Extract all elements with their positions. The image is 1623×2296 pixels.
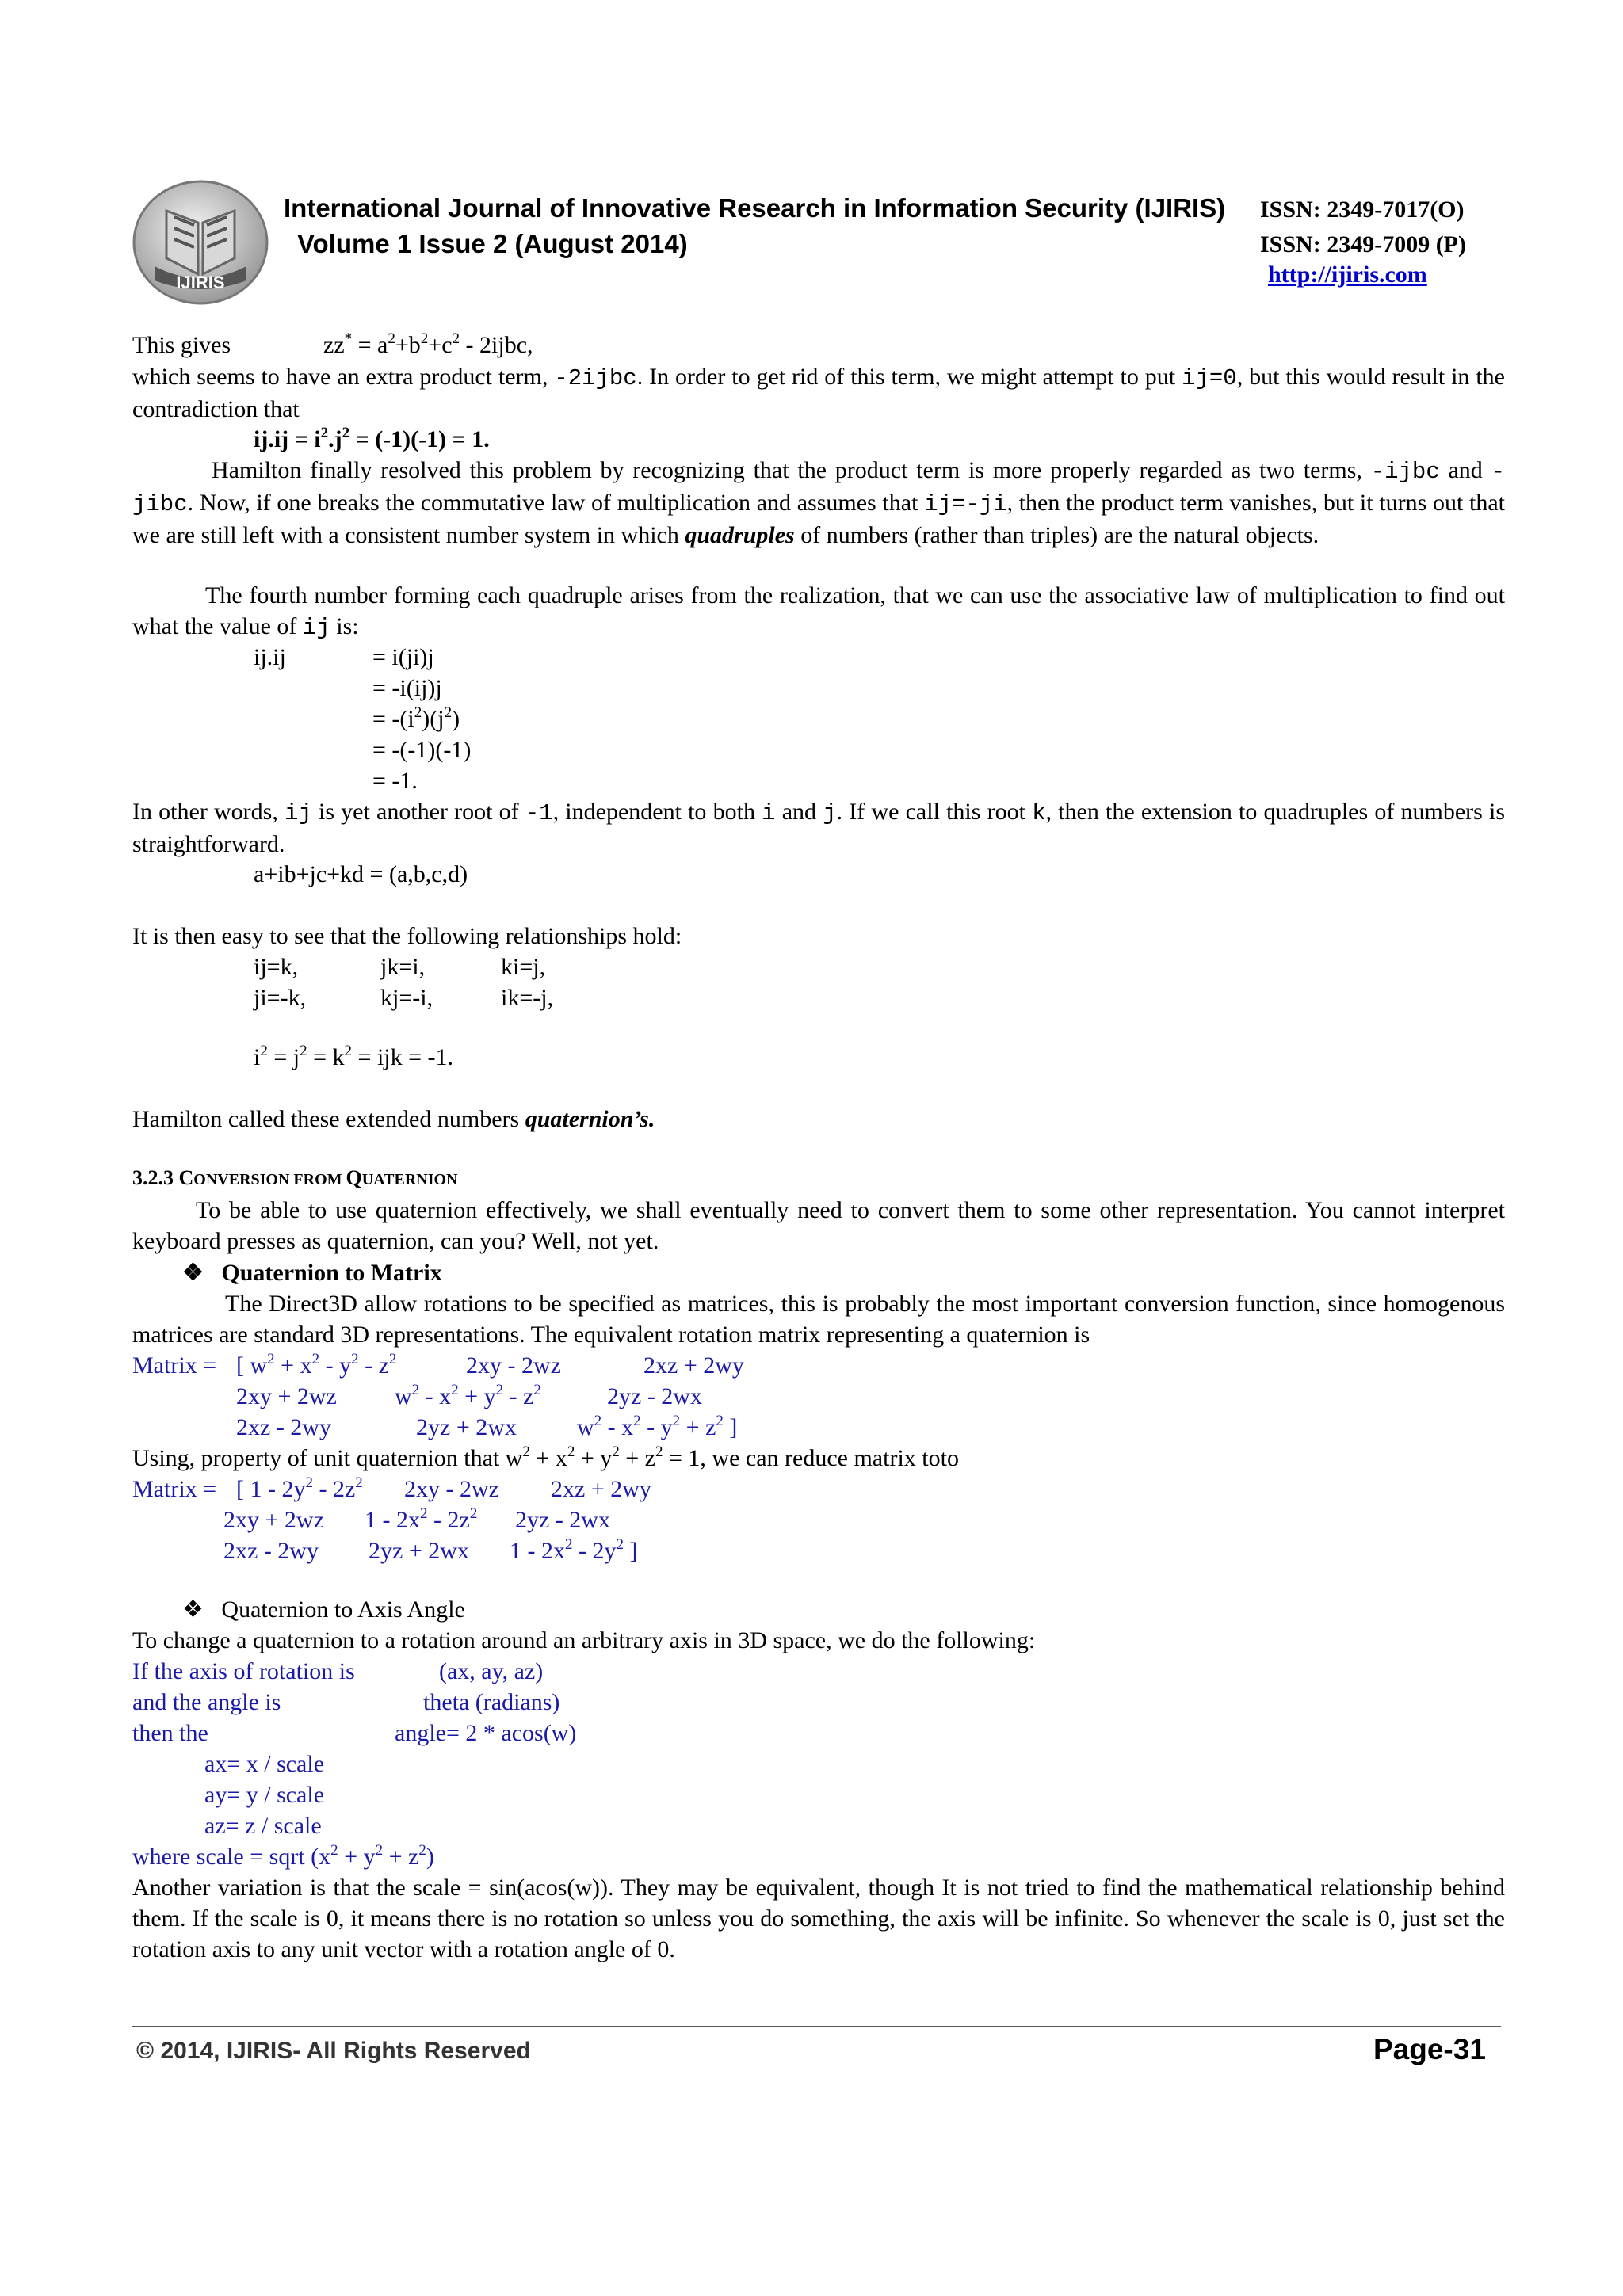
relation-kj: kj=-i, bbox=[380, 985, 433, 1011]
derivation-step-1: = i(ji)j bbox=[372, 644, 434, 670]
matrix2-r3c2: 2yz + 2wx bbox=[369, 1538, 469, 1564]
scale-equation: where scale = sqrt $(x^2 + y^2 + z^2)$ bbox=[132, 1842, 434, 1870]
paragraph-unit-quaternion: Using, property of unit quaternion that $w^2 + x^2 + y^2 + z^2 = 1$, we can reduce matrix toto bbox=[132, 1444, 959, 1471]
bullet-quaternion-to-matrix: ❖ Quaternion to Matrix bbox=[182, 1260, 442, 1286]
relation-ji: ji=-k, bbox=[254, 985, 307, 1011]
book-logo-icon bbox=[131, 179, 270, 306]
relation-jk: jk=i, bbox=[380, 954, 426, 980]
issn-print: ISSN: 2349-7009 (P) bbox=[1260, 231, 1466, 257]
paragraph-relationships: It is then easy to see that the following relationships hold: bbox=[132, 923, 682, 949]
matrix2-r2c2: $1 - 2x^2 - 2z^2$ bbox=[365, 1505, 478, 1533]
matrix1-r3c1: 2xz - 2wy bbox=[236, 1414, 331, 1440]
matrix2-r3c3: $1 - 2x^2 - 2y^2$ ] bbox=[510, 1536, 638, 1564]
quadruple-equation: a+ib+jc+kd = (a,b,c,d) bbox=[254, 861, 468, 887]
paragraph-direct3d: The Direct3D allow rotations to be specified as matrices, this is probably the most important conversion function, since homogenous matrices are standard 3D representations. The equivalent rotation matrix representing a quaternion is bbox=[132, 1291, 1505, 1348]
matrix2-r1c1: [ $1 - 2y^2 - 2z^2$ bbox=[236, 1474, 363, 1502]
az-equation: az= z / scale bbox=[204, 1813, 322, 1839]
derivation-step-3: = $-(i^2)(j^2)$ bbox=[372, 704, 460, 732]
matrix1-label: Matrix = bbox=[132, 1352, 217, 1379]
contradiction-equation: $ij.ij = i^2.j^2 = (-1)(-1) = 1$. bbox=[254, 425, 490, 452]
matrix2-r2c3: 2yz - 2wx bbox=[515, 1507, 610, 1533]
diamond-bullet-icon: ❖ bbox=[182, 1260, 204, 1286]
matrix2-r2c1: 2xy + 2wz bbox=[223, 1507, 324, 1533]
paragraph-quaternions: Hamilton called these extended numbers quaternion’s. bbox=[132, 1106, 655, 1132]
axis-label-3: then the bbox=[132, 1720, 208, 1746]
relation-ij: ij=k, bbox=[254, 954, 299, 980]
matrix1-r2c1: 2xy + 2wz bbox=[236, 1383, 337, 1409]
this-gives-label: This gives bbox=[132, 332, 231, 358]
journal-title: International Journal of Innovative Research in Information Security (IJIRIS) bbox=[284, 193, 1226, 223]
zz-equation: $zz^* = a^2+b^2+c^2$ - 2ijbc, bbox=[323, 330, 533, 358]
bullet-quaternion-to-axis-angle: ❖ Quaternion to Axis Angle bbox=[182, 1596, 465, 1623]
paragraph-fourth-number: The fourth number forming each quadruple arises from the realization, that we can use the associative law of multiplication to find out what the value of ij is: bbox=[132, 582, 1505, 641]
logo-text: IJIRIS bbox=[176, 273, 225, 292]
footer-divider bbox=[132, 2026, 1501, 2027]
relation-ik: ik=-j, bbox=[501, 985, 554, 1011]
journal-url-link[interactable]: http://ijiris.com bbox=[1268, 261, 1427, 288]
matrix2-r1c2: 2xy - 2wz bbox=[404, 1476, 499, 1502]
paragraph-in-other-words: In other words, ij is yet another root of -1, independent to both i and j. If we call this root k, then the extension to quadruples of numbers is straightforward. bbox=[132, 799, 1505, 857]
matrix1-r1c1: [ $w^2 + x^2 - y^2 - z^2$ bbox=[236, 1351, 397, 1379]
paragraph-axis-angle-intro: To change a quaternion to a rotation around an arbitrary axis in 3D space, we do the following: bbox=[132, 1627, 1036, 1653]
derivation-step-4: = -(-1)(-1) bbox=[372, 737, 472, 763]
matrix2-r3c1: 2xz - 2wy bbox=[223, 1538, 319, 1564]
ay-equation: ay= y / scale bbox=[204, 1782, 325, 1808]
paragraph-another-variation: Another variation is that the scale = sin(acos(w)). They may be equivalent, though It is not tried to find the mathematical relationship behind them. If the scale is 0, it means there is no rotation so unless you do something, the axis will be infinite. So whenever the scale is 0, just set the rotation axis to any unit vector with a rotation angle of 0. bbox=[132, 1875, 1505, 1962]
matrix1-r3c3: $w^2 - x^2 - y^2 + z^2$ ] bbox=[577, 1413, 738, 1440]
matrix1-r1c3: 2xz + 2wy bbox=[643, 1352, 744, 1379]
matrix2-r1c3: 2xz + 2wy bbox=[551, 1476, 651, 1502]
matrix1-r3c2: 2yz + 2wx bbox=[416, 1414, 517, 1440]
paragraph-extra-term: which seems to have an extra product term, -2ijbc. In order to get rid of this term, we might attempt to put ij=0, but this would result in the contradiction that bbox=[132, 364, 1505, 422]
matrix2-label: Matrix = bbox=[132, 1476, 217, 1502]
paragraph-conversion-intro: To be able to use quaternion effectively, we shall eventually need to convert them to some other representation. You cannot interpret keyboard presses as quaternion, can you? Well, not yet. bbox=[132, 1197, 1505, 1254]
journal-logo bbox=[131, 179, 270, 306]
journal-volume: Volume 1 Issue 2 (August 2014) bbox=[297, 229, 688, 258]
issn-online: ISSN: 2349-7017(O) bbox=[1260, 196, 1465, 223]
ax-equation: ax= x / scale bbox=[204, 1751, 325, 1777]
derivation-step-5: = -1. bbox=[372, 768, 418, 794]
axis-value-2: theta (radians) bbox=[423, 1689, 560, 1715]
derivation-step-2: = -i(ij)j bbox=[372, 675, 442, 701]
axis-label-1: If the axis of rotation is bbox=[132, 1658, 355, 1684]
matrix1-r2c2: $w^2 - x^2 + y^2 - z^2$ bbox=[395, 1382, 541, 1409]
diamond-bullet-icon: ❖ bbox=[182, 1596, 204, 1623]
derivation-lhs: ij.ij bbox=[254, 644, 286, 670]
paragraph-hamilton: Hamilton finally resolved this problem by recognizing that the product term is more properly regarded as two terms, -ijbc and -jibc. Now, if one breaks the commutative law of multiplication and assumes that ij=-ji, then the product term vanishes, but it turns out that we are still left with a consistent number system in which quadruples of numbers (rather than triples) are the natural objects. bbox=[132, 457, 1505, 548]
matrix1-r1c2: 2xy - 2wz bbox=[466, 1352, 561, 1379]
page-number: Page-31 bbox=[1373, 2033, 1486, 2065]
axis-label-2: and the angle is bbox=[132, 1689, 281, 1715]
section-heading: 3.2.3 CONVERSION FROM QUATERNION bbox=[132, 1166, 458, 1189]
footer-copyright: © 2014, IJIRIS- All Rights Reserved bbox=[136, 2038, 531, 2064]
relation-ki: ki=j, bbox=[501, 954, 546, 980]
axis-value-3: angle= 2 * acos(w) bbox=[395, 1720, 577, 1746]
matrix1-r2c3: 2yz - 2wx bbox=[607, 1383, 702, 1409]
squares-equation: $i^2 = j^2 = k^2$ = ijk = -1. bbox=[254, 1043, 454, 1070]
axis-value-1: (ax, ay, az) bbox=[439, 1658, 544, 1684]
